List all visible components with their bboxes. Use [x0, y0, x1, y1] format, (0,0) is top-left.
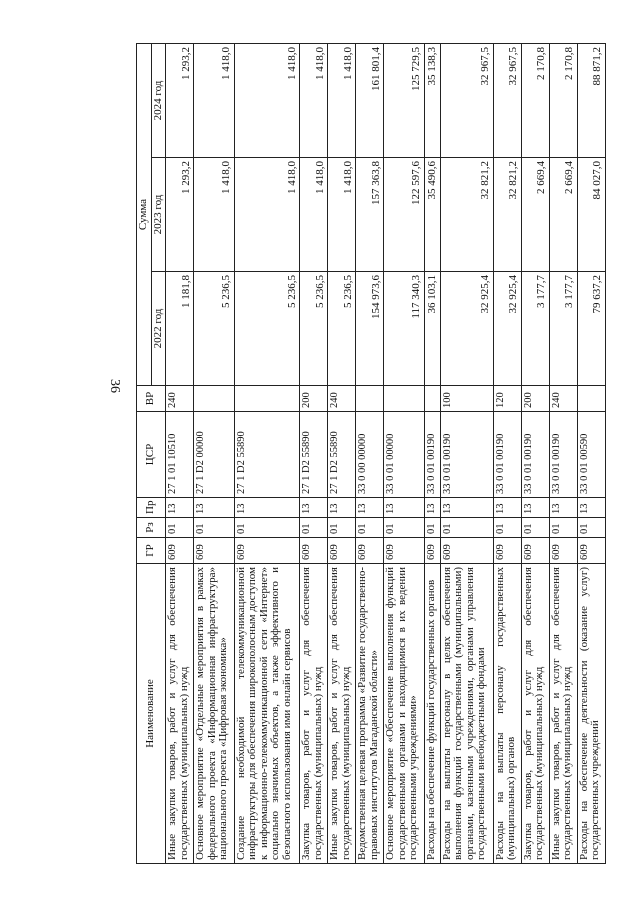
- cell-pr: 13: [424, 498, 440, 518]
- cell-rz: 01: [356, 518, 384, 538]
- cell-name: Закупка товаров, работ и услуг для обеспечения государственных (муниципальных) нужд: [300, 564, 328, 864]
- table-row: [300, 44, 328, 864]
- cell-rz: 01: [440, 518, 493, 538]
- cell-name: Расходы на обеспечение деятельности (оказание услуг) государственных учреждений: [577, 564, 605, 864]
- cell-2024: 1 418,0: [234, 44, 299, 158]
- table-row: [440, 44, 493, 864]
- cell-pr: 13: [549, 498, 577, 518]
- table-body: [166, 44, 606, 864]
- rotated-page-content: [136, 44, 606, 864]
- table-row: [166, 44, 194, 864]
- cell-rz: 01: [300, 518, 328, 538]
- cell-vr: [384, 386, 425, 412]
- cell-name: Ведомственная целевая программа «Развитие государственно-правовых институтов Магаданской области»: [356, 564, 384, 864]
- cell-2023: 1 418,0: [328, 158, 356, 272]
- cell-pr: 13: [384, 498, 425, 518]
- header-rz: Рз: [137, 518, 166, 538]
- cell-gr: 609: [424, 538, 440, 564]
- budget-table: [136, 43, 606, 864]
- cell-2023: 32 821,2: [440, 158, 493, 272]
- table-row: [234, 44, 299, 864]
- cell-csr: 33 0 01 00190: [521, 412, 549, 498]
- cell-2024: 161 801,4: [356, 44, 384, 158]
- cell-2022: 36 103,1: [424, 272, 440, 386]
- cell-name: Расходы на выплаты персоналу государственных (муниципальных) органов: [493, 564, 521, 864]
- page-number: 36: [107, 379, 122, 393]
- cell-2024: 2 170,8: [549, 44, 577, 158]
- cell-gr: 609: [549, 538, 577, 564]
- cell-rz: 01: [194, 518, 235, 538]
- table-header: [137, 44, 166, 864]
- cell-rz: 01: [577, 518, 605, 538]
- table-row: [424, 44, 440, 864]
- cell-name: Закупка товаров, работ и услуг для обеспечения государственных (муниципальных) нужд: [521, 564, 549, 864]
- cell-vr: 240: [328, 386, 356, 412]
- cell-2022: 5 236,5: [328, 272, 356, 386]
- cell-vr: [424, 386, 440, 412]
- cell-pr: 13: [166, 498, 194, 518]
- cell-pr: 13: [440, 498, 493, 518]
- cell-2024: 88 871,2: [577, 44, 605, 158]
- cell-2024: 32 967,5: [440, 44, 493, 158]
- cell-vr: [234, 386, 299, 412]
- cell-vr: 240: [549, 386, 577, 412]
- cell-2023: 1 293,2: [166, 158, 194, 272]
- cell-rz: 01: [384, 518, 425, 538]
- cell-name: Создание необходимой телекоммуникационной инфраструктуры для обеспечения широкополосным доступом к информационно-телекоммуникационной сети «Интернет» социально значимых объектов, а также эффективного и безопасного использования ими онлайн сервисов: [234, 564, 299, 864]
- cell-vr: [194, 386, 235, 412]
- cell-csr: 33 0 00 00000: [356, 412, 384, 498]
- cell-gr: 609: [328, 538, 356, 564]
- cell-2022: 5 236,5: [234, 272, 299, 386]
- cell-rz: 01: [493, 518, 521, 538]
- cell-rz: 01: [166, 518, 194, 538]
- cell-vr: 120: [493, 386, 521, 412]
- cell-vr: 200: [521, 386, 549, 412]
- header-year-2023: 2023 год: [151, 158, 166, 272]
- cell-pr: 13: [577, 498, 605, 518]
- table-row: [577, 44, 605, 864]
- cell-pr: 13: [493, 498, 521, 518]
- cell-2023: 35 490,6: [424, 158, 440, 272]
- cell-csr: 27 1 D2 00000: [194, 412, 235, 498]
- cell-gr: 609: [356, 538, 384, 564]
- cell-vr: [356, 386, 384, 412]
- table-row: [493, 44, 521, 864]
- cell-2023: 1 418,0: [234, 158, 299, 272]
- cell-2023: 1 418,0: [194, 158, 235, 272]
- cell-pr: 13: [356, 498, 384, 518]
- cell-2022: 32 925,4: [440, 272, 493, 386]
- cell-csr: 33 0 01 00190: [424, 412, 440, 498]
- cell-pr: 13: [300, 498, 328, 518]
- cell-2023: 1 418,0: [300, 158, 328, 272]
- table-row: [384, 44, 425, 864]
- cell-name: Иные закупки товаров, работ и услуг для обеспечения государственных (муниципальных) нужд: [328, 564, 356, 864]
- header-gr: ГР: [137, 538, 166, 564]
- cell-2022: 154 973,6: [356, 272, 384, 386]
- header-pr: Пр: [137, 498, 166, 518]
- cell-2024: 32 967,5: [493, 44, 521, 158]
- cell-csr: 33 0 01 00190: [493, 412, 521, 498]
- cell-gr: 609: [166, 538, 194, 564]
- cell-csr: 27 1 D2 55890: [234, 412, 299, 498]
- table-row: [194, 44, 235, 864]
- cell-2024: 1 418,0: [194, 44, 235, 158]
- cell-csr: 33 0 01 00590: [577, 412, 605, 498]
- cell-csr: 33 0 01 00190: [440, 412, 493, 498]
- cell-pr: 13: [194, 498, 235, 518]
- cell-vr: 240: [166, 386, 194, 412]
- cell-rz: 01: [549, 518, 577, 538]
- cell-2024: 125 729,5: [384, 44, 425, 158]
- cell-gr: 609: [234, 538, 299, 564]
- cell-vr: [577, 386, 605, 412]
- table-row: [328, 44, 356, 864]
- cell-2023: 32 821,2: [493, 158, 521, 272]
- table-row: [549, 44, 577, 864]
- cell-gr: 609: [493, 538, 521, 564]
- header-year-2024: 2024 год: [151, 44, 166, 158]
- cell-pr: 13: [521, 498, 549, 518]
- cell-2023: 2 669,4: [549, 158, 577, 272]
- cell-2022: 5 236,5: [194, 272, 235, 386]
- cell-2022: 3 177,7: [549, 272, 577, 386]
- cell-2024: 1 418,0: [328, 44, 356, 158]
- cell-csr: 27 1 D2 55890: [328, 412, 356, 498]
- cell-2022: 1 181,8: [166, 272, 194, 386]
- cell-name: Иные закупки товаров, работ и услуг для обеспечения государственных (муниципальных) нужд: [549, 564, 577, 864]
- cell-2022: 117 340,3: [384, 272, 425, 386]
- cell-gr: 609: [577, 538, 605, 564]
- cell-csr: 33 0 01 00000: [384, 412, 425, 498]
- cell-gr: 609: [300, 538, 328, 564]
- cell-rz: 01: [521, 518, 549, 538]
- cell-2022: 5 236,5: [300, 272, 328, 386]
- cell-name: Расходы на выплаты персоналу в целях обеспечения выполнения функций государственными (муниципальными) органами, казенными учреждениями, органами управления государственными внебюджетными фондами: [440, 564, 493, 864]
- cell-rz: 01: [234, 518, 299, 538]
- cell-csr: 27 1 01 10510: [166, 412, 194, 498]
- cell-2024: 1 293,2: [166, 44, 194, 158]
- header-name: Наименование: [137, 564, 166, 864]
- header-sum: Сумма: [137, 44, 152, 386]
- cell-vr: 200: [300, 386, 328, 412]
- table-row: [356, 44, 384, 864]
- cell-2022: 3 177,7: [521, 272, 549, 386]
- table-row: [521, 44, 549, 864]
- cell-rz: 01: [424, 518, 440, 538]
- cell-2023: 122 597,6: [384, 158, 425, 272]
- cell-name: Основное мероприятие «Отдельные мероприятия в рамках федерального проекта «Информационная инфраструктура» национального проекта «Цифровая экономика»: [194, 564, 235, 864]
- cell-2023: 84 027,0: [577, 158, 605, 272]
- header-csr: ЦСР: [137, 412, 166, 498]
- header-vr: ВР: [137, 386, 166, 412]
- cell-2024: 2 170,8: [521, 44, 549, 158]
- cell-2022: 79 637,2: [577, 272, 605, 386]
- cell-gr: 609: [440, 538, 493, 564]
- cell-2023: 157 363,8: [356, 158, 384, 272]
- cell-pr: 13: [234, 498, 299, 518]
- cell-csr: 27 1 D2 55890: [300, 412, 328, 498]
- cell-vr: 100: [440, 386, 493, 412]
- cell-name: Расходы на обеспечение функций государственных органов: [424, 564, 440, 864]
- cell-rz: 01: [328, 518, 356, 538]
- cell-2022: 32 925,4: [493, 272, 521, 386]
- cell-2023: 2 669,4: [521, 158, 549, 272]
- cell-pr: 13: [328, 498, 356, 518]
- header-year-2022: 2022 год: [151, 272, 166, 386]
- cell-gr: 609: [521, 538, 549, 564]
- cell-gr: 609: [384, 538, 425, 564]
- cell-name: Иные закупки товаров, работ и услуг для обеспечения государственных (муниципальных) нужд: [166, 564, 194, 864]
- cell-csr: 33 0 01 00190: [549, 412, 577, 498]
- cell-2024: 35 138,3: [424, 44, 440, 158]
- cell-gr: 609: [194, 538, 235, 564]
- cell-2024: 1 418,0: [300, 44, 328, 158]
- cell-name: Основное мероприятие «Обеспечение выполнения функций государственными органами и находящимися в их ведении государственными учреждениями»: [384, 564, 425, 864]
